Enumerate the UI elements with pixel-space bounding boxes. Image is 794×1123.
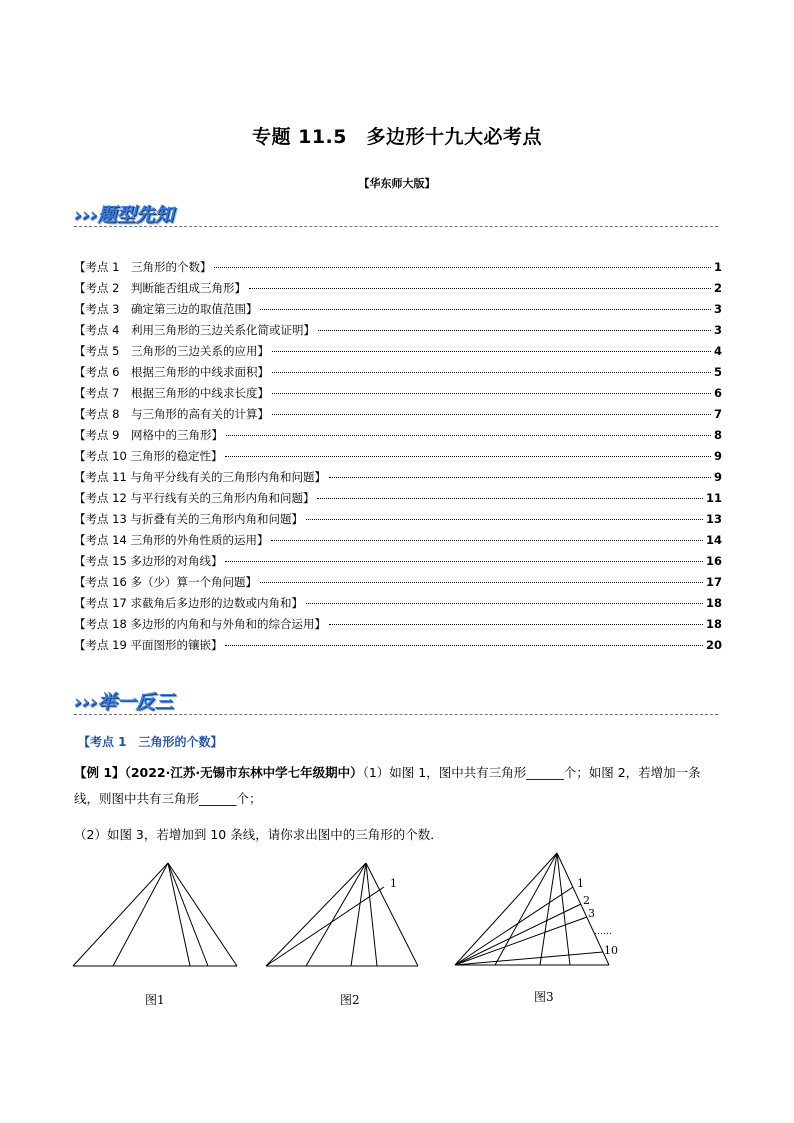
toc-leader: [272, 414, 711, 415]
toc-leader: [329, 477, 711, 478]
toc-row[interactable]: [74, 553, 722, 574]
toc-label: 【考点 4 利用三角形的三边关系化简或证明】: [74, 323, 315, 337]
toc-label: 【考点 10 三角形的稳定性】: [74, 449, 223, 463]
fig1-inner-line: [168, 863, 190, 966]
toc-row[interactable]: [74, 364, 722, 385]
toc-row[interactable]: [74, 406, 722, 427]
toc-leader: [260, 309, 711, 310]
toc-leader: [260, 582, 703, 583]
toc-label: 【考点 8 与三角形的高有关的计算】: [74, 407, 269, 421]
divider-bottom: [74, 714, 718, 715]
toc-row[interactable]: [74, 469, 722, 490]
answer-blank-2[interactable]: ______: [199, 791, 237, 806]
fig3-inner-line: [557, 853, 570, 965]
toc-row[interactable]: [74, 448, 722, 469]
figure-1: [70, 860, 240, 970]
fig3-left-side: [455, 853, 557, 965]
toc-page: 7: [713, 407, 722, 421]
toc-page: 11: [705, 491, 722, 505]
section-heading: 【考点 1 三角形的个数】: [78, 735, 223, 749]
example-tag: 【例 1】: [74, 765, 125, 780]
toc-leader: [225, 561, 703, 562]
toc-row[interactable]: [74, 574, 722, 595]
toc-leader: [249, 288, 711, 289]
toc-page: 1: [713, 260, 722, 274]
toc-label: 【考点 1 三角形的个数】: [74, 260, 212, 274]
fig3-label: 3: [588, 907, 595, 920]
toc-label: 【考点 14 三角形的外角性质的运用】: [74, 533, 269, 547]
toc-row[interactable]: [74, 490, 722, 511]
toc-label: 【考点 12 与平行线有关的三角形内角和问题】: [74, 491, 315, 505]
toc-label: 【考点 6 根据三角形的中线求面积】: [74, 365, 269, 379]
example-part1a: （1）如图 1，图中共有三角形: [362, 765, 527, 780]
toc-page: 2: [713, 281, 722, 295]
toc-label: 【考点 18 多边形的内角和与外角和的综合运用】: [74, 617, 326, 631]
fig2-added-line: [266, 887, 384, 966]
toc-label: 【考点 5 三角形的三边关系的应用】: [74, 344, 269, 358]
toc-page: 9: [713, 449, 722, 463]
example-part1c: 个；: [236, 791, 262, 806]
toc-page: 8: [713, 428, 722, 442]
fig2-left-side: [266, 863, 366, 966]
banner-topic-preview: [74, 200, 174, 226]
toc-page: 9: [713, 470, 722, 484]
fig2-label: 1: [390, 877, 397, 890]
toc-leader: [318, 330, 711, 331]
toc-row[interactable]: [74, 259, 722, 280]
example-paragraph: [74, 760, 720, 812]
example-part1b: 个；如图 2，若增加一条线，则图中共有三角形: [74, 765, 701, 806]
toc-leader: [272, 393, 711, 394]
toc-row[interactable]: [74, 616, 722, 637]
toc-page: 3: [713, 302, 722, 316]
toc-page: 13: [705, 512, 722, 526]
figure-2: [263, 860, 433, 970]
toc-page: 5: [713, 365, 722, 379]
toc-row[interactable]: [74, 301, 722, 322]
toc-label: 【考点 15 多边形的对角线】: [74, 554, 223, 568]
toc-leader: [225, 645, 703, 646]
toc-leader: [272, 351, 711, 352]
toc-page: 4: [713, 344, 722, 358]
toc-leader: [214, 267, 711, 268]
toc-leader: [306, 519, 703, 520]
toc-leader: [329, 624, 703, 625]
toc-leader: [225, 456, 711, 457]
answer-blank-1[interactable]: ______: [526, 765, 564, 780]
fig2-inner-line: [351, 863, 366, 966]
fig1-left-side: [73, 863, 168, 966]
toc-page: 20: [705, 638, 722, 652]
toc-label: 【考点 16 多（少）算一个角问题】: [74, 575, 257, 589]
toc-label: 【考点 7 根据三角形的中线求长度】: [74, 386, 269, 400]
example-source: （2022·江苏·无锡市东林中学七年级期中）: [124, 765, 363, 780]
toc-label: 【考点 13 与折叠有关的三角形内角和问题】: [74, 512, 303, 526]
banner-examples: [74, 687, 174, 713]
toc-leader: [271, 540, 703, 541]
fig3-added-line: [455, 887, 573, 965]
fig3-inner-line: [495, 853, 557, 965]
toc-row[interactable]: [74, 385, 722, 406]
toc-page: 3: [713, 323, 722, 337]
toc-label: 【考点 17 求截角后多边形的边数或内角和】: [74, 596, 303, 610]
table-of-contents: [74, 259, 722, 658]
toc-page: 18: [705, 596, 722, 610]
banner-topic-preview-text: ›››题型先知: [74, 204, 174, 226]
toc-leader: [272, 372, 711, 373]
banner-examples-text: ›››举一反三: [74, 691, 174, 713]
toc-page: 6: [713, 386, 722, 400]
figure-3-caption: 图3: [534, 990, 554, 1004]
fig3-label-ellipsis: ……: [594, 927, 612, 937]
toc-row[interactable]: [74, 343, 722, 364]
toc-page: 16: [705, 554, 722, 568]
toc-row[interactable]: [74, 637, 722, 658]
divider-top: [74, 226, 718, 227]
toc-leader: [306, 603, 703, 604]
figure-2-caption: 图2: [340, 993, 360, 1007]
toc-leader: [317, 498, 703, 499]
toc-page: 18: [705, 617, 722, 631]
fig3-inner-line: [540, 853, 557, 965]
edition-label: 【华东师大版】: [358, 177, 436, 190]
example-part2: （2）如图 3，若增加到 10 条线，请你求出图中的三角形的个数．: [74, 827, 443, 842]
fig2-inner-line: [306, 863, 366, 966]
toc-label: 【考点 2 判断能否组成三角形】: [74, 281, 246, 295]
toc-row[interactable]: [74, 322, 722, 343]
figure-3: [452, 850, 632, 970]
fig2-inner-line: [366, 863, 377, 966]
toc-label: 【考点 19 平面图形的镶嵌】: [74, 638, 223, 652]
toc-row[interactable]: [74, 427, 722, 448]
toc-page: 17: [705, 575, 722, 589]
toc-label: 【考点 3 确定第三边的取值范围】: [74, 302, 258, 316]
fig3-label: 2: [583, 894, 590, 907]
toc-row[interactable]: [74, 280, 722, 301]
toc-label: 【考点 9 网格中的三角形】: [74, 428, 223, 442]
toc-leader: [226, 435, 711, 436]
figure-1-caption: 图1: [145, 993, 165, 1007]
fig3-label: 1: [577, 877, 584, 890]
toc-row[interactable]: [74, 511, 722, 532]
toc-row[interactable]: [74, 595, 722, 616]
fig3-right-side: [557, 853, 609, 965]
toc-row[interactable]: [74, 532, 722, 553]
toc-label: 【考点 11 与角平分线有关的三角形内角和问题】: [74, 470, 326, 484]
toc-page: 14: [705, 533, 722, 547]
page-title: 专题 11.5 多边形十九大必考点: [252, 126, 542, 148]
fig3-label: 10: [604, 944, 618, 957]
fig1-inner-line: [113, 863, 168, 966]
